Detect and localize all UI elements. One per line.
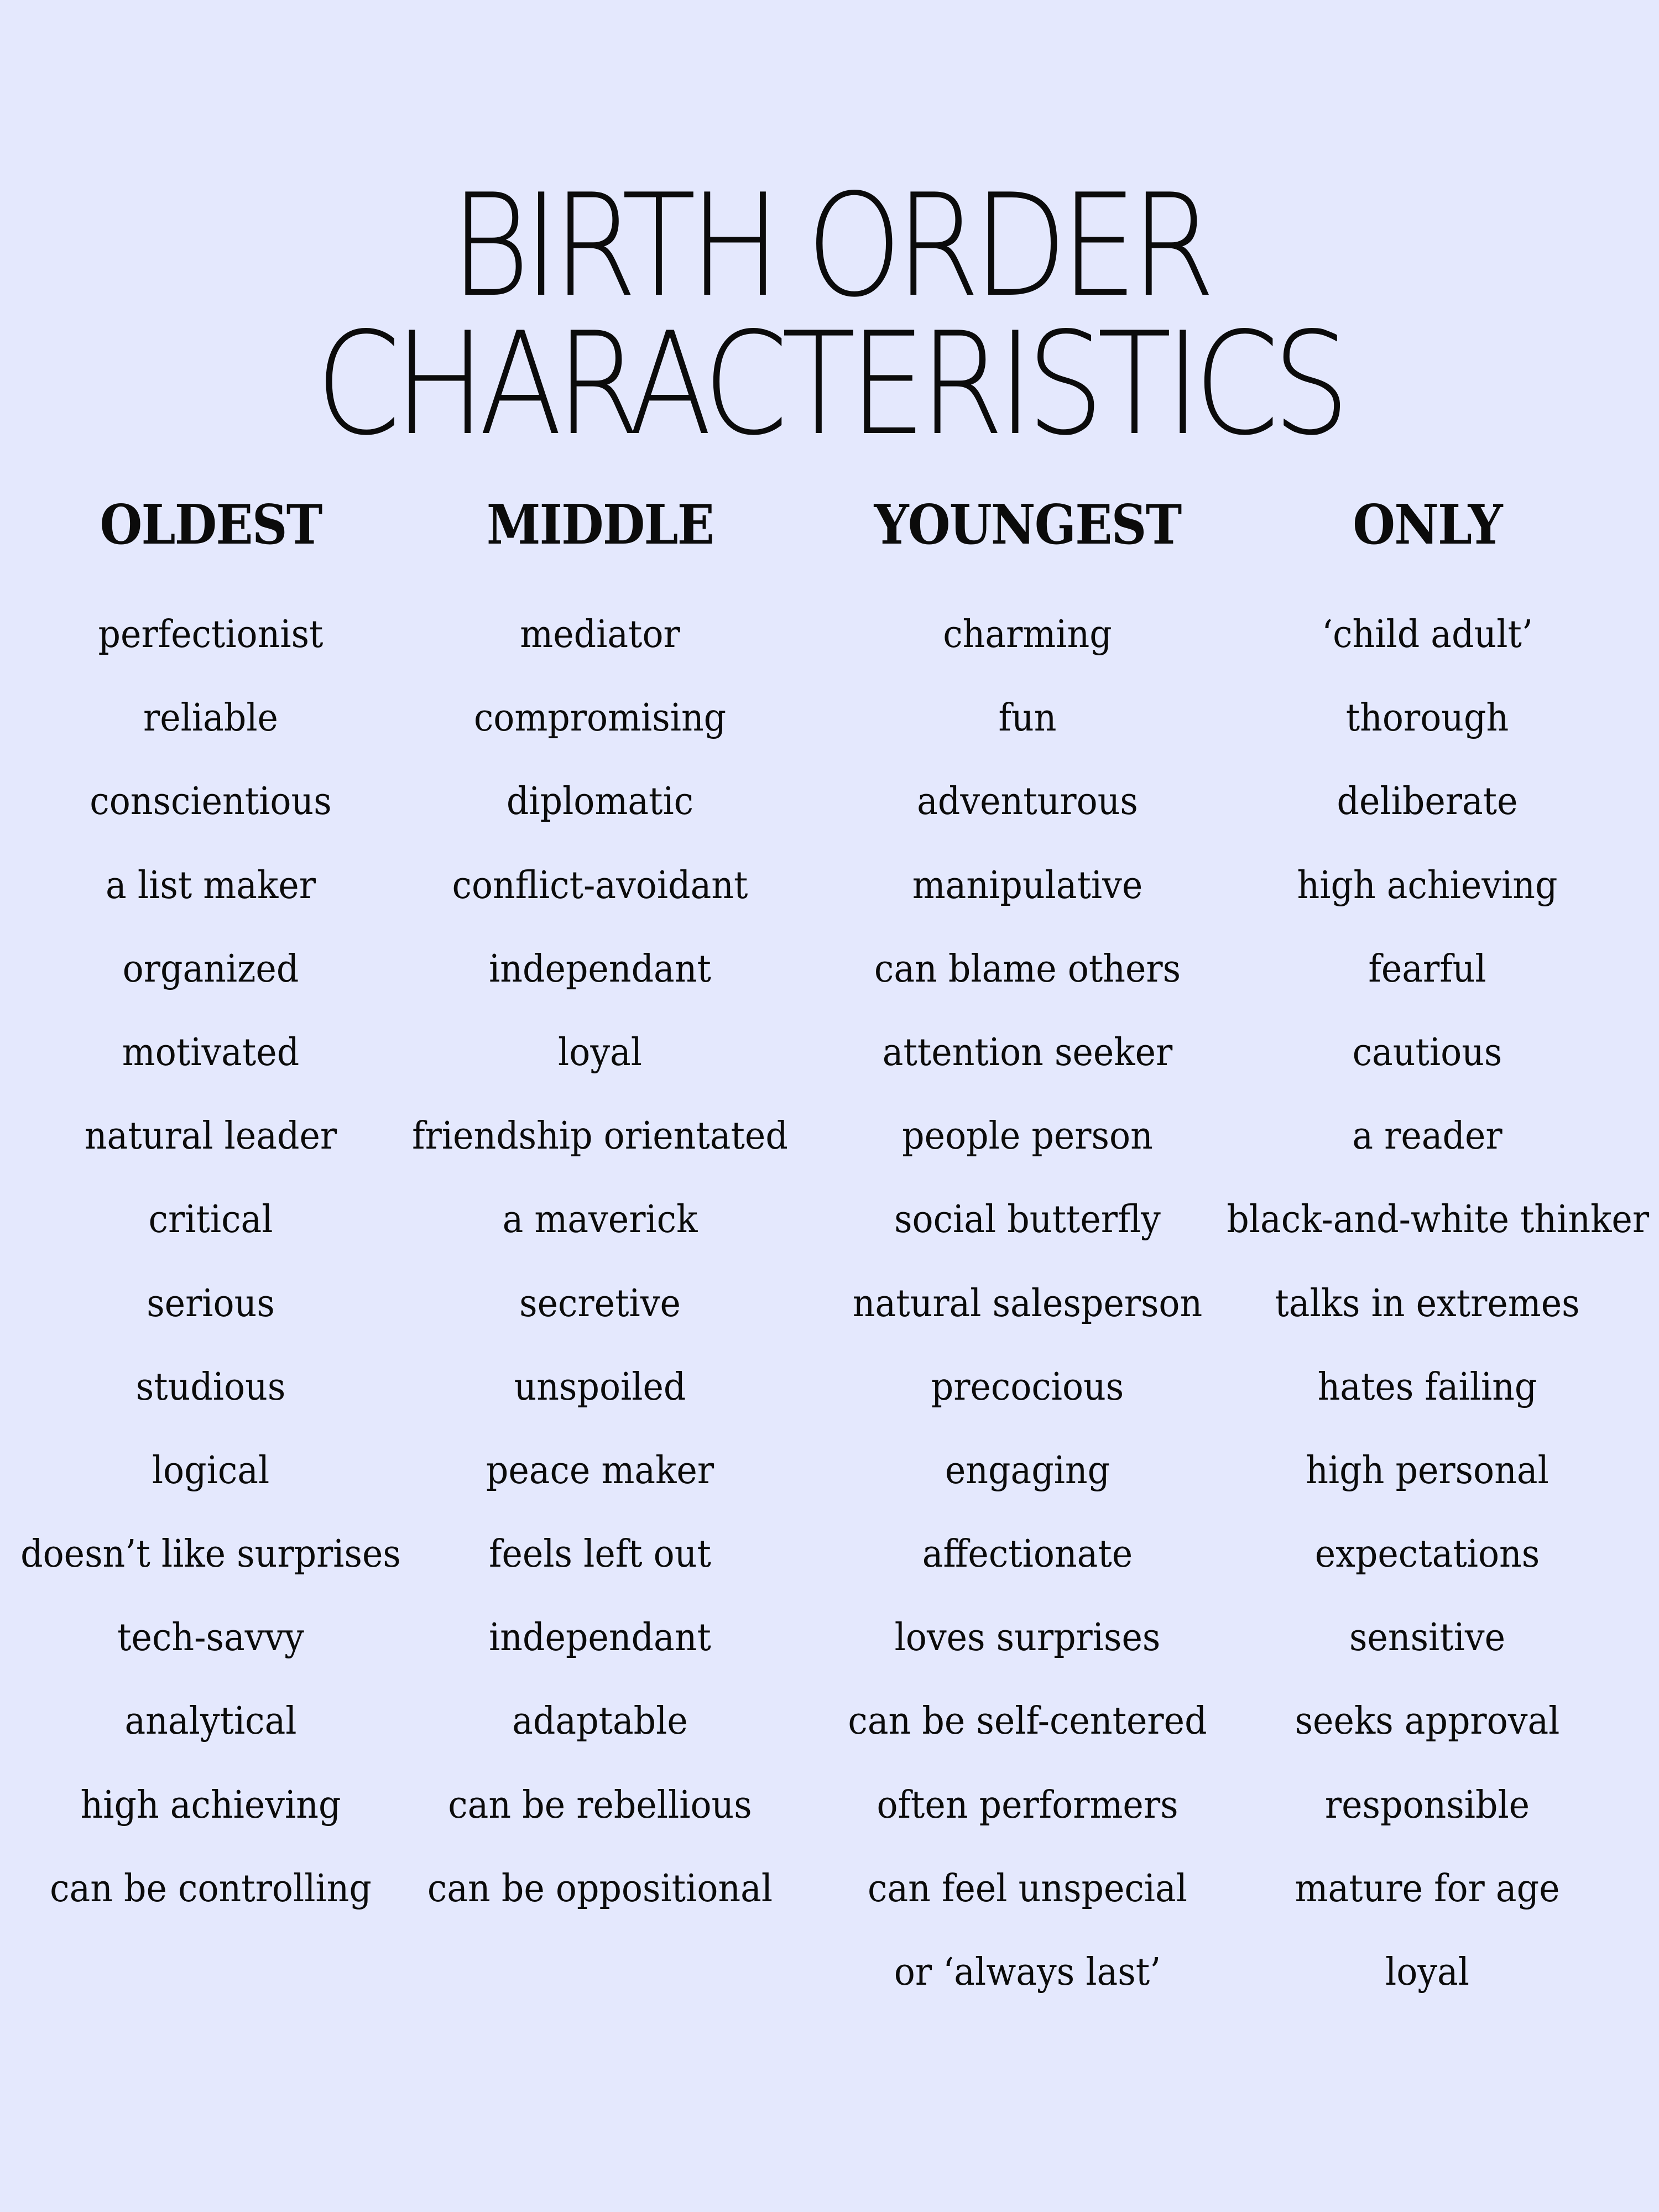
trait-item: loves surprises [894,1616,1161,1660]
trait-item: conscientious [90,780,332,824]
trait-list-youngest [812,593,1243,2014]
trait-item: mature for age [1295,1866,1560,1911]
trait-item: perfectionist [98,613,324,656]
page-title-line-2: CHARACTERISTICS [316,301,1343,467]
trait-item: natural salesperson [852,1281,1203,1326]
trait-item: often performers [877,1783,1178,1827]
trait-item: independant [489,947,711,991]
trait-item: can be oppositional [427,1866,773,1911]
trait-item: fun [998,696,1057,740]
trait-item: can be self-centered [848,1699,1207,1744]
trait-item: a reader [1352,1114,1503,1159]
trait-item: high personal [1306,1448,1549,1493]
trait-item: seeks approval [1295,1699,1560,1744]
trait-item: peace maker [486,1448,714,1493]
trait-item: a list maker [106,863,316,907]
trait-item: sensitive [1349,1616,1506,1660]
trait-item: can blame others [874,947,1181,991]
column-youngest [812,487,1243,2014]
column-oldest [0,487,426,1931]
trait-item: high achieving [1297,863,1558,907]
trait-list-only [1212,593,1650,2014]
trait-item: responsible [1324,1783,1530,1827]
trait-item: critical [148,1198,273,1242]
trait-item: can be rebellious [448,1783,752,1827]
birth-order-columns [0,487,1659,2035]
trait-item: manipulative [912,863,1143,907]
trait-item: charming [943,613,1112,656]
trait-item: black-and-white thinker [1227,1198,1650,1242]
trait-item: engaging [945,1448,1110,1493]
trait-item: expectations [1314,1532,1540,1577]
trait-item: fearful [1368,947,1486,991]
trait-item: diplomatic [506,780,694,824]
trait-item: loyal [1385,1950,1469,1994]
trait-item: friendship orientated [412,1114,788,1159]
trait-item: analytical [124,1699,297,1744]
column-middle [384,487,816,1931]
column-only [1212,487,1650,2014]
trait-item: independant [489,1616,711,1660]
trait-item: cautious [1352,1030,1503,1074]
trait-item: affectionate [922,1532,1133,1577]
trait-item: unspoiled [514,1365,686,1409]
trait-item: conflict-avoidant [452,863,748,907]
trait-item: motivated [122,1030,300,1074]
trait-item: feels left out [489,1532,711,1577]
trait-list-middle [384,593,816,1931]
trait-item: talks in extremes [1275,1281,1580,1326]
trait-item: can be controlling [50,1866,372,1911]
trait-item: loyal [558,1030,642,1074]
trait-item: thorough [1345,696,1509,740]
trait-item: adventurous [917,780,1138,824]
trait-item: hates failing [1317,1365,1537,1409]
page-title-line-1: BIRTH ORDER [450,163,1209,328]
trait-item: people person [902,1114,1153,1159]
trait-item: studious [135,1365,286,1409]
trait-item: reliable [143,696,278,740]
trait-item: ‘child adult’ [1322,613,1533,656]
trait-list-oldest [0,593,426,1931]
column-heading-oldest: OLDEST [100,493,322,557]
column-heading-only: ONLY [1353,493,1502,557]
trait-item: precocious [931,1365,1124,1409]
trait-item: social butterfly [894,1198,1161,1242]
column-heading-middle: MIDDLE [486,493,714,557]
trait-item: deliberate [1337,780,1518,824]
trait-item: doesn’t like surprises [20,1532,401,1577]
trait-item: organized [122,947,299,991]
trait-item: secretive [519,1281,681,1326]
trait-item: compromising [473,696,727,740]
trait-item: high achieving [80,1783,341,1827]
trait-item: logical [152,1448,270,1493]
trait-item: mediator [520,613,680,656]
trait-item: tech-savvy [117,1616,304,1660]
trait-item: or ‘always last’ [894,1950,1161,1994]
trait-item: adaptable [512,1699,688,1744]
trait-item: can feel unspecial [868,1866,1187,1911]
trait-item: natural leader [84,1114,337,1159]
column-heading-youngest: YOUNGEST [874,493,1181,557]
trait-item: serious [147,1281,275,1326]
trait-item: a maverick [502,1198,698,1242]
trait-item: attention seeker [882,1030,1173,1074]
